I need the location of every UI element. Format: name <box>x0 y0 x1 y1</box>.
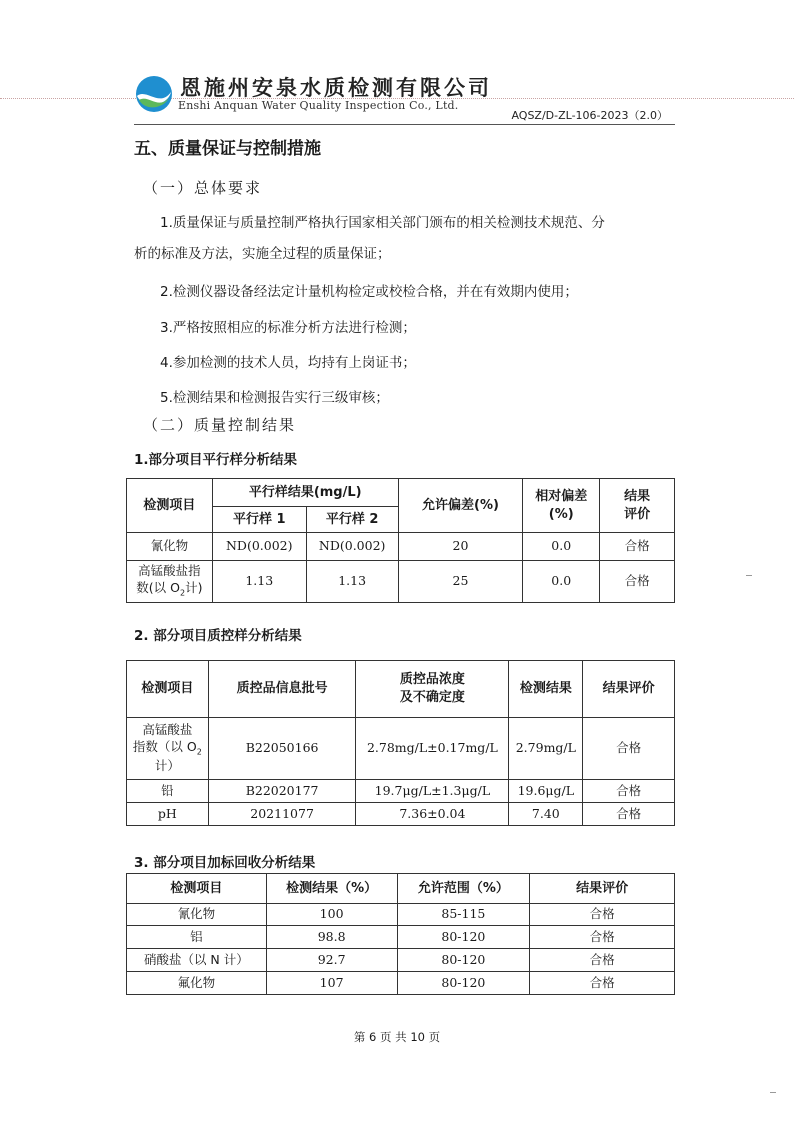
header-range: 允许范围（%） <box>397 874 530 904</box>
header-item: 检测项目 <box>127 874 267 904</box>
cell-result: 98.8 <box>266 926 397 949</box>
requirement-1-line-1: 1.质量保证与质量控制严格执行国家相关部门颁布的相关检测技术规范、分 <box>160 215 605 231</box>
parallel-sample-table <box>126 478 675 603</box>
cell-evaluation: 合格 <box>583 803 675 826</box>
cell-result: 19.6μg/L <box>509 780 583 803</box>
header-evaluation: 结果 评价 <box>600 479 675 533</box>
table-row <box>127 561 675 603</box>
cell-result: 7.40 <box>509 803 583 826</box>
requirement-4: 4.参加检测的技术人员，均持有上岗证书； <box>160 355 416 371</box>
cell-evaluation: 合格 <box>530 972 675 995</box>
cell-result: 100 <box>266 904 397 926</box>
cell-range: 80-120 <box>397 972 530 995</box>
cell-parallel-2: 1.13 <box>306 561 398 603</box>
header-rule <box>134 124 675 125</box>
cell-result: 2.79mg/L <box>509 718 583 780</box>
company-name-cn: 恩施州安泉水质检测有限公司 <box>180 75 492 100</box>
table-row <box>127 904 675 926</box>
cell-evaluation: 合格 <box>530 949 675 972</box>
cell-item: 氰化物 <box>127 904 267 926</box>
cell-relative: 0.0 <box>523 533 600 561</box>
cell-concentration: 7.36±0.04 <box>356 803 509 826</box>
cell-item: pH <box>127 803 209 826</box>
requirement-5: 5.检测结果和检测报告实行三级审核； <box>160 390 389 406</box>
header-concentration: 质控品浓度 及不确定度 <box>356 661 509 718</box>
header-allowed-deviation: 允许偏差(%) <box>398 479 523 533</box>
cell-concentration: 2.78mg/L±0.17mg/L <box>356 718 509 780</box>
document-code: AQSZ/D-ZL-106-2023（2.0） <box>511 109 668 122</box>
cell-allowed: 25 <box>398 561 523 603</box>
cell-range: 85-115 <box>397 904 530 926</box>
header-evaluation: 结果评价 <box>530 874 675 904</box>
table-1-title: 1.部分项目平行样分析结果 <box>134 452 298 468</box>
cell-item: 硝酸盐（以 N 计） <box>127 949 267 972</box>
cell-batch: B22050166 <box>208 718 356 780</box>
cell-item: 铅 <box>127 780 209 803</box>
company-logo-icon <box>134 74 174 114</box>
header-parallel-1: 平行样 1 <box>212 507 306 533</box>
header-parallel-result: 平行样结果(mg/L) <box>212 479 398 507</box>
table-row <box>127 718 675 780</box>
table-row <box>127 803 675 826</box>
scan-speck <box>770 1092 776 1093</box>
header-item: 检测项目 <box>127 479 213 533</box>
header-batch: 质控品信息批号 <box>208 661 356 718</box>
table-row <box>127 972 675 995</box>
header-parallel-2: 平行样 2 <box>306 507 398 533</box>
cell-parallel-1: 1.13 <box>212 561 306 603</box>
cell-item: 高锰酸盐 指数（以 $O_2$ 计） <box>127 718 209 780</box>
general-requirements-title: （一）总体要求 <box>143 179 263 197</box>
spike-recovery-table <box>126 873 675 995</box>
cell-evaluation: 合格 <box>583 718 675 780</box>
qc-results-title: （二）质量控制结果 <box>143 416 297 434</box>
cell-parallel-2: ND(0.002) <box>306 533 398 561</box>
cell-evaluation: 合格 <box>600 561 675 603</box>
table-row <box>127 533 675 561</box>
cell-batch: B22020177 <box>208 780 356 803</box>
table-2-title: 2. 部分项目质控样分析结果 <box>134 628 302 644</box>
cell-item: 氰化物 <box>127 533 213 561</box>
table-row <box>127 926 675 949</box>
cell-relative: 0.0 <box>523 561 600 603</box>
cell-item: 氟化物 <box>127 972 267 995</box>
header-result: 检测结果 <box>509 661 583 718</box>
page-number: 第 6 页 共 10 页 <box>353 1030 441 1044</box>
cell-result: 107 <box>266 972 397 995</box>
section-title: 五、质量保证与控制措施 <box>134 139 321 159</box>
cell-evaluation: 合格 <box>530 926 675 949</box>
header-evaluation: 结果评价 <box>583 661 675 718</box>
header-relative-deviation: 相对偏差 (%) <box>523 479 600 533</box>
cell-allowed: 20 <box>398 533 523 561</box>
table-row <box>127 780 675 803</box>
cell-range: 80-120 <box>397 926 530 949</box>
cell-batch: 20211077 <box>208 803 356 826</box>
cell-item: 铝 <box>127 926 267 949</box>
header-result: 检测结果（%） <box>266 874 397 904</box>
cell-evaluation: 合格 <box>600 533 675 561</box>
cell-concentration: 19.7μg/L±1.3μg/L <box>356 780 509 803</box>
cell-result: 92.7 <box>266 949 397 972</box>
table-3-title: 3. 部分项目加标回收分析结果 <box>134 855 316 871</box>
cell-evaluation: 合格 <box>530 904 675 926</box>
cell-parallel-1: ND(0.002) <box>212 533 306 561</box>
scan-speck <box>746 575 752 576</box>
requirement-1-line-2: 析的标准及方法，实施全过程的质量保证； <box>134 246 391 262</box>
requirement-2: 2.检测仪器设备经法定计量机构检定或校检合格，并在有效期内使用； <box>160 284 578 300</box>
requirement-3: 3.严格按照相应的标准分析方法进行检测； <box>160 320 416 336</box>
cell-evaluation: 合格 <box>583 780 675 803</box>
qc-sample-table <box>126 660 675 826</box>
cell-item: 高锰酸盐指 数(以 $O_2$计) <box>127 561 213 603</box>
cell-range: 80-120 <box>397 949 530 972</box>
header-item: 检测项目 <box>127 661 209 718</box>
table-row <box>127 949 675 972</box>
company-name-en: Enshi Anquan Water Quality Inspection Co., Ltd. <box>178 99 459 112</box>
